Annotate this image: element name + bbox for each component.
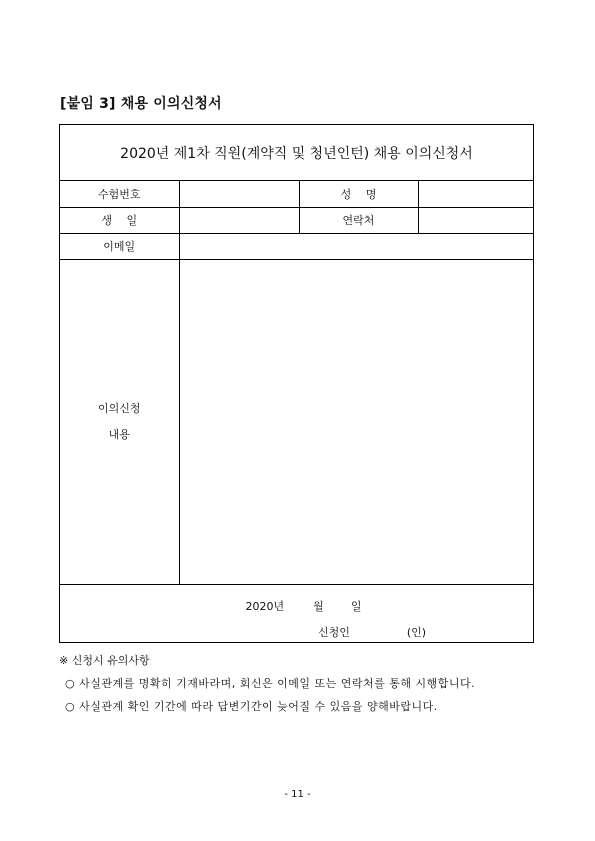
name-label: 성 명 bbox=[299, 181, 418, 207]
note-item: ○ 사실관계 확인 기간에 따라 답변기간이 늦어질 수 있음을 양해바랍니다. bbox=[65, 700, 438, 713]
contact-field[interactable] bbox=[418, 207, 533, 233]
form-grid bbox=[60, 181, 533, 585]
objection-content-label-line2: 내용 bbox=[108, 427, 130, 441]
objection-content-label-line1: 이의신청 bbox=[97, 401, 141, 415]
date-line bbox=[60, 598, 533, 614]
exam-number-label: 수험번호 bbox=[60, 181, 179, 207]
birthdate-label: 생 일 bbox=[60, 207, 179, 233]
objection-form bbox=[59, 124, 534, 643]
exam-number-field[interactable] bbox=[179, 181, 299, 207]
notes-title: ※ 신청시 유의사항 bbox=[59, 654, 150, 667]
date-year: 2020년 bbox=[245, 600, 285, 613]
applicant-line bbox=[318, 624, 426, 640]
name-field[interactable] bbox=[418, 181, 533, 207]
objection-content-label bbox=[60, 259, 179, 584]
objection-content-field[interactable] bbox=[179, 259, 533, 584]
applicant-label: 신청인 bbox=[318, 626, 350, 639]
signature-area bbox=[60, 586, 533, 642]
page-number: - 11 - bbox=[284, 789, 311, 800]
email-label: 이메일 bbox=[60, 233, 179, 259]
birthdate-field[interactable] bbox=[179, 207, 299, 233]
date-day: 일 bbox=[350, 600, 362, 613]
notes-section bbox=[59, 652, 475, 721]
seal-mark: (인) bbox=[406, 626, 427, 639]
contact-label: 연락처 bbox=[299, 207, 418, 233]
attachment-heading: [붙임 3] 채용 이의신청서 bbox=[60, 96, 222, 112]
note-item: ○ 사실관계를 명확히 기재바라며, 회신은 이메일 또는 연락처를 통해 시행합니다. bbox=[65, 677, 476, 690]
email-field[interactable] bbox=[179, 233, 533, 259]
form-title: 2020년 제1차 직원(계약직 및 청년인턴) 채용 이의신청서 bbox=[60, 125, 533, 181]
date-month: 월 bbox=[313, 600, 324, 613]
